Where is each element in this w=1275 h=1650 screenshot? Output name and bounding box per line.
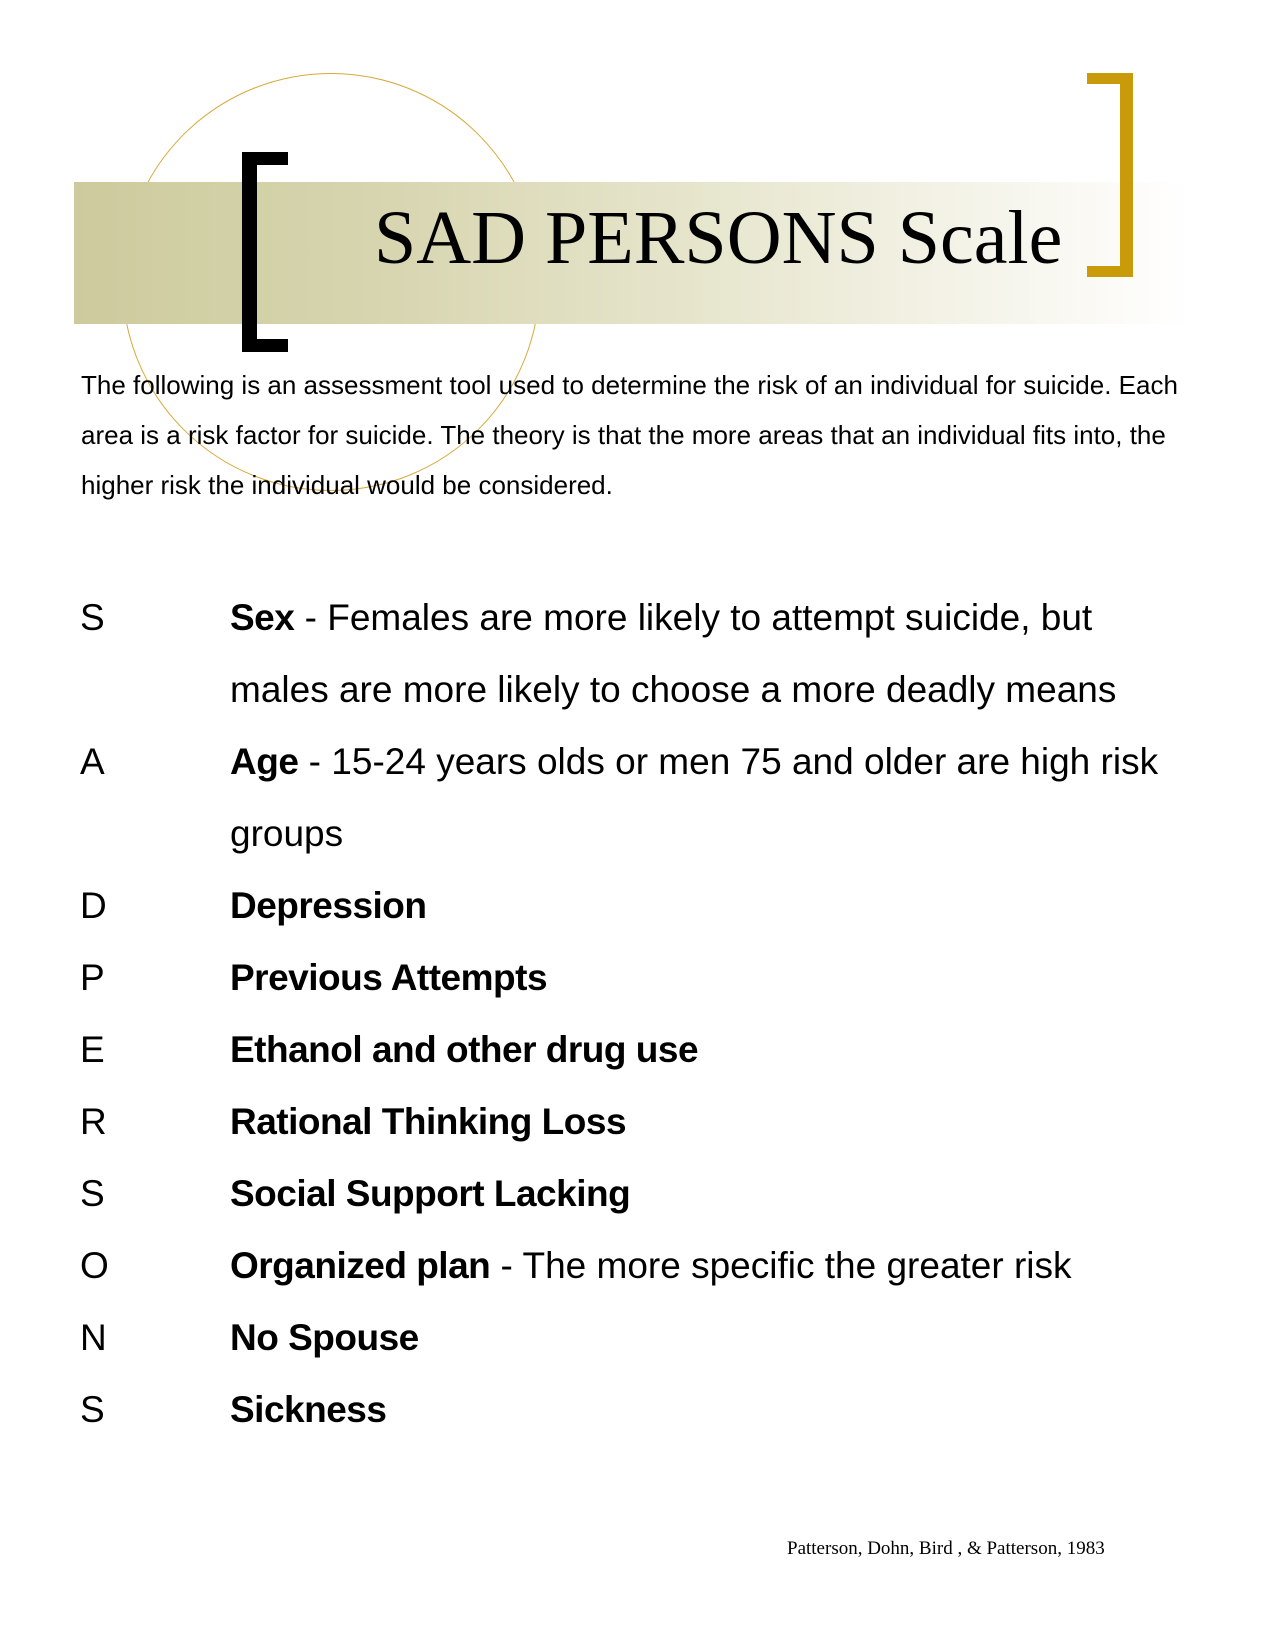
left-bracket-decoration [242, 152, 288, 352]
risk-factor-no-spouse [80, 1302, 1200, 1374]
citation: Patterson, Dohn, Bird , & Patterson, 1983 [787, 1538, 1105, 1559]
risk-factor-ethanol [80, 1014, 1200, 1086]
factor-name: Organized plan [230, 1245, 491, 1286]
factor-letter: S [80, 1173, 105, 1214]
risk-factor-depression [80, 870, 1200, 942]
factor-text [230, 870, 1170, 942]
factor-text [230, 1374, 1170, 1446]
factor-name: Social Support Lacking [230, 1173, 631, 1214]
factor-name: Previous Attempts [230, 957, 548, 998]
factor-name: Ethanol and other drug use [230, 1029, 699, 1070]
factor-name: Rational Thinking Loss [230, 1101, 627, 1142]
risk-factor-organized-plan [80, 1230, 1200, 1302]
risk-factor-list [80, 582, 1200, 1446]
factor-letter: A [80, 741, 105, 782]
factor-letter: R [80, 1101, 107, 1142]
risk-factor-sickness [80, 1374, 1200, 1446]
factor-letter: S [80, 597, 105, 638]
factor-name: Age [230, 741, 299, 782]
risk-factor-rational-thinking [80, 1086, 1200, 1158]
factor-description: - 15-24 years olds or men 75 and older are high risk groups [230, 741, 1159, 854]
risk-factor-age [80, 726, 1200, 870]
intro-paragraph: The following is an assessment tool used to determine the risk of an individual for suicide. Each area is a risk factor for suicide. The theory is that the more areas that an individual fits into, the higher risk the individual would be considered. [81, 370, 1178, 500]
factor-letter: P [80, 957, 105, 998]
factor-name: Depression [230, 885, 427, 926]
factor-text [230, 1302, 1170, 1374]
factor-text [230, 1158, 1170, 1230]
factor-letter: N [80, 1317, 107, 1358]
factor-name: Sickness [230, 1389, 387, 1430]
factor-letter: S [80, 1389, 105, 1430]
right-bracket-decoration [1087, 73, 1133, 277]
factor-text [230, 726, 1170, 870]
factor-letter: O [80, 1245, 109, 1286]
factor-text [230, 582, 1170, 726]
factor-description: - The more specific the greater risk [490, 1245, 1072, 1286]
risk-factor-sex [80, 582, 1200, 726]
risk-factor-social-support [80, 1158, 1200, 1230]
risk-factor-previous-attempts [80, 942, 1200, 1014]
factor-text [230, 1014, 1170, 1086]
factor-text [230, 1230, 1170, 1302]
factor-letter: D [80, 885, 107, 926]
factor-name: No Spouse [230, 1317, 419, 1358]
factor-letter: E [80, 1029, 105, 1070]
page-title: SAD PERSONS Scale [374, 196, 1063, 280]
factor-name: Sex [230, 597, 295, 638]
factor-description: - Females are more likely to attempt suicide, but males are more likely to choose a more deadly means [230, 597, 1117, 710]
factor-text [230, 942, 1170, 1014]
factor-text [230, 1086, 1170, 1158]
